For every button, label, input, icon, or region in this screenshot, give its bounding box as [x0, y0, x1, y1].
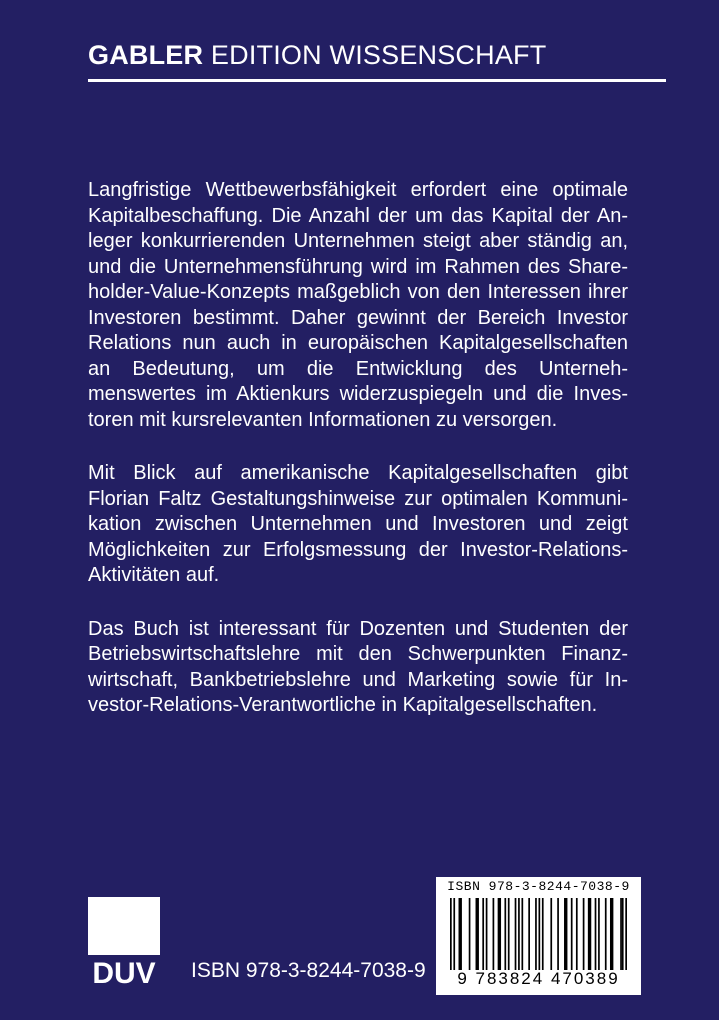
barcode-bar — [595, 898, 597, 970]
barcode-digits: 9 783824 470389 — [457, 969, 620, 988]
barcode-bar — [571, 898, 573, 970]
barcode-bar — [588, 898, 591, 970]
barcode-bar — [518, 898, 520, 970]
barcode-bar — [486, 898, 488, 970]
series-brand: GABLER — [88, 40, 204, 70]
barcode-bar — [469, 898, 471, 970]
barcode-bar — [610, 898, 613, 970]
barcode-bar — [504, 898, 506, 970]
barcode — [436, 877, 641, 995]
barcode-bar — [521, 898, 523, 970]
barcode-bar — [539, 898, 541, 970]
series-name: EDITION WISSENSCHAFT — [210, 40, 547, 70]
barcode-bar — [515, 898, 517, 970]
duv-logo — [88, 897, 160, 989]
barcode-bar — [528, 898, 530, 970]
barcode-bar — [620, 898, 622, 970]
barcode-bar — [482, 898, 484, 970]
barcode-isbn-label: ISBN 978-3-8244-7038-9 — [447, 879, 630, 894]
barcode-bar — [564, 898, 567, 970]
blurb-text — [88, 178, 628, 747]
isbn-number: ISBN 978-3-8244-7038-9 — [191, 959, 426, 982]
barcode-bar — [493, 898, 495, 970]
duv-logo-text: DUV — [92, 957, 156, 989]
barcode-bar — [498, 898, 501, 970]
barcode-bar — [622, 898, 624, 970]
blurb-paragraph: Langfristige Wettbewerbsfähigkeit erfordert eine optimale Kapitalbeschaffung. Die Anzahl der um das Kapital der Anleger konkurrierenden Unternehmen steigt aber ständig an, und die Unternehmensführung wird im Rahmen des Shareholder-Value-Konzepts maßgeblich von den Interessen ihrer Investoren bestimmt. Daher gewinnt der Bereich Investor Relations nun auch in europäischen Kapitalgesellschaften an Bedeutung, um die Entwicklung des Unternehmenswertes im Aktienkurs widerzuspiegeln und die Investoren mit kursrelevanten Informationen zu versorgen. — [88, 179, 628, 431]
series-title — [88, 40, 546, 71]
header-rule — [88, 79, 666, 82]
barcode-bar — [576, 898, 578, 970]
barcode-bar — [459, 898, 462, 970]
barcode-bar — [453, 898, 455, 970]
barcode-bar — [557, 898, 559, 970]
barcode-bar — [508, 898, 510, 970]
barcode-bar — [625, 898, 627, 970]
barcode-bar — [583, 898, 585, 970]
blurb-paragraph: Das Buch ist interessant für Dozenten und Studenten der Betriebswirtschaftslehre mit den Schwerpunkten Finanzwirtschaft, Bankbetriebslehre und Marketing sowie für Investor-Relations-Verantwortliche in Kapitalgesellschaften. — [88, 617, 628, 716]
barcode-bar — [598, 898, 600, 970]
barcode-bar — [605, 898, 607, 970]
barcode-bar — [535, 898, 537, 970]
barcode-bar — [450, 898, 452, 970]
barcode-bar — [476, 898, 479, 970]
barcode-bars — [450, 898, 627, 970]
barcode-bar — [550, 898, 552, 970]
barcode-bar — [542, 898, 544, 970]
blurb-paragraph: Mit Blick auf amerikanische Kapitalgesellschaften gibt Florian Faltz Gestaltungshinweise zur optimalen Kommunikation zwischen Unternehmen und Investoren und zeigt Möglichkeiten zur Erfolgsmessung der Investor-Relations-Aktivitäten auf. — [88, 462, 628, 586]
